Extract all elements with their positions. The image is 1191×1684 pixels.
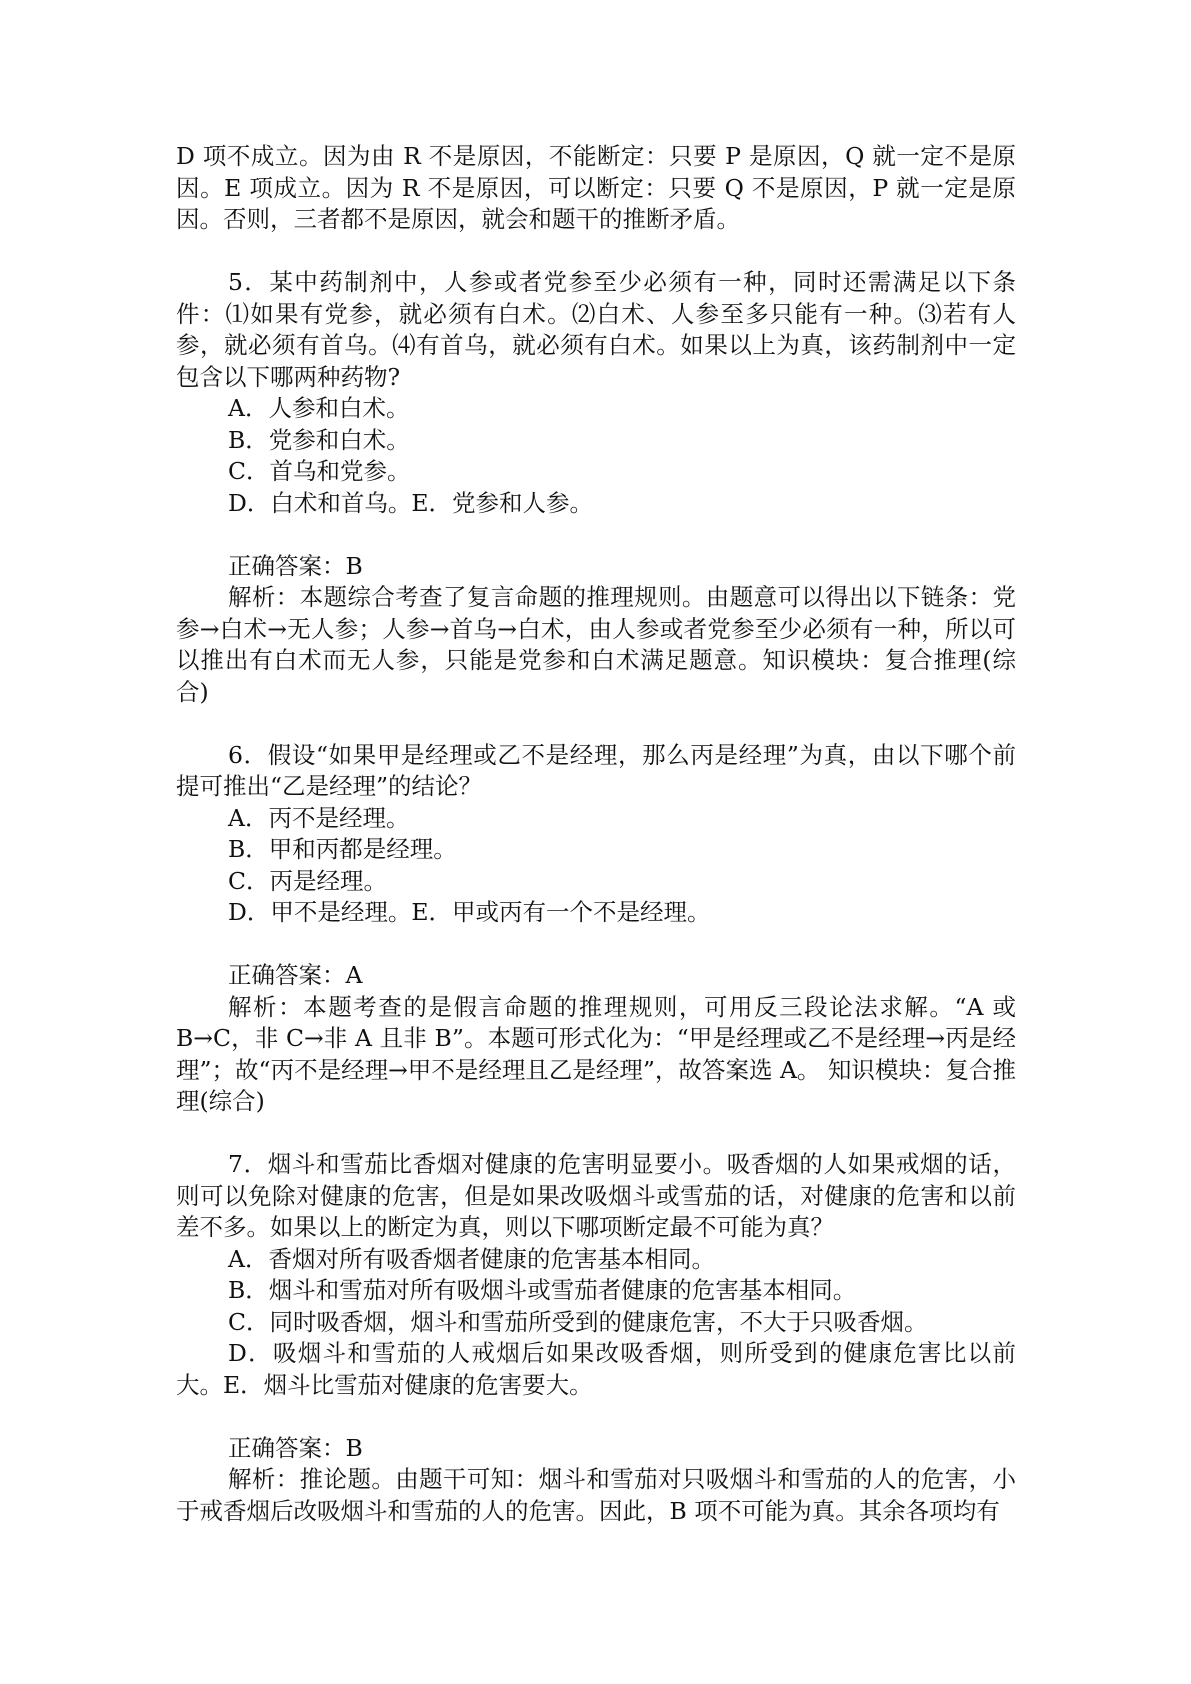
question-5-option-c: C．首乌和党参。 [228, 457, 411, 485]
question-7-analysis: 解析：推论题。由题干可知：烟斗和雪茄对只吸烟斗和雪茄的人的危害，小于戒香烟后改吸烟斗和雪茄的人的危害。因此，B 项不可能为真。其余各项均有 [176, 1465, 1016, 1525]
spacer [176, 929, 1016, 961]
question-7-option-d-e: D．吸烟斗和雪茄的人戒烟后如果改吸香烟，则所受到的健康危害比以前大。E．烟斗比雪茄对健康的危害要大。 [176, 1339, 1016, 1399]
question-6-stem: 6．假设“如果甲是经理或乙不是经理，那么丙是经理”为真，由以下哪个前提可推出“乙是经理”的结论？ [176, 740, 1016, 800]
question-5-answer: 正确答案：B [228, 551, 363, 580]
spacer [176, 519, 1016, 551]
question-6-option-d-e: D．甲不是经理。E．甲或丙有一个不是经理。 [228, 898, 711, 926]
question-7-option-a: A．香烟对所有吸香烟者健康的危害基本相同。 [228, 1244, 715, 1273]
document-body [176, 141, 1016, 1527]
question-5-option-b: B．党参和白术。 [228, 425, 410, 454]
question-5-option-d-e: D．白术和首乌。E．党参和人参。 [228, 488, 593, 517]
question-5-analysis: 解析：本题综合考查了复言命题的推理规则。由题意可以得出以下链条：党参→白术→无人参；人参→首乌→白术，由人参或者党参至少必须有一种，所以可以推出有白术而无人参，只能是党参和白术满足题意。知识模块：复合推理(综合) [176, 583, 1016, 706]
question-5-stem: 5．某中药制剂中，人参或者党参至少必须有一种，同时还需满足以下条件：⑴如果有党参，就必须有白术。⑵白术、人参至多只能有一种。⑶若有人参，就必须有首乌。⑷有首乌，就必须有白术。如果以上为真，该药制剂中一定包含以下哪两种药物? [176, 268, 1016, 391]
question-5-option-a: A．人参和白术。 [228, 394, 410, 422]
question-7-option-b: B．烟斗和雪茄对所有吸烟斗或雪茄者健康的危害基本相同。 [228, 1276, 857, 1304]
spacer [176, 1118, 1016, 1150]
spacer [176, 708, 1016, 740]
spacer [176, 236, 1016, 268]
question-6-option-c: C．丙是经理。 [228, 866, 387, 895]
question-6-option-a: A．丙不是经理。 [228, 803, 410, 832]
spacer [176, 1401, 1016, 1433]
question-7-answer: 正确答案：B [228, 1433, 363, 1462]
question-6-option-b: B．甲和丙都是经理。 [228, 835, 457, 863]
question-6-analysis: 解析：本题考查的是假言命题的推理规则，可用反三段论法求解。“A 或 B→C，非 C→非 A 且非 B”。本题可形式化为：“甲是经理或乙不是经理→丙是经理”；故“丙不是经理→甲不是经理且乙是经理”，故答案选 A。 知识模块：复合推理(综合) [176, 992, 1016, 1115]
question-7-option-c: C．同时吸香烟，烟斗和雪茄所受到的健康危害，不大于只吸香烟。 [228, 1307, 928, 1336]
question-6-answer: 正确答案：A [228, 961, 363, 989]
question-7-stem: 7．烟斗和雪茄比香烟对健康的危害明显要小。吸香烟的人如果戒烟的话，则可以免除对健康的危害，但是如果改吸烟斗或雪茄的话，对健康的危害和以前差不多。如果以上的断定为真，则以下哪项断定最不可能为真？ [176, 1150, 1016, 1241]
previous-analysis-continuation: D 项不成立。因为由 R 不是原因，不能断定：只要 P 是原因，Q 就一定不是原因。E 项成立。因为 R 不是原因，可以断定：只要 Q 不是原因，P 就一定是原因。否则，三者都不是原因，就会和题干的推断矛盾。 [176, 142, 1016, 233]
